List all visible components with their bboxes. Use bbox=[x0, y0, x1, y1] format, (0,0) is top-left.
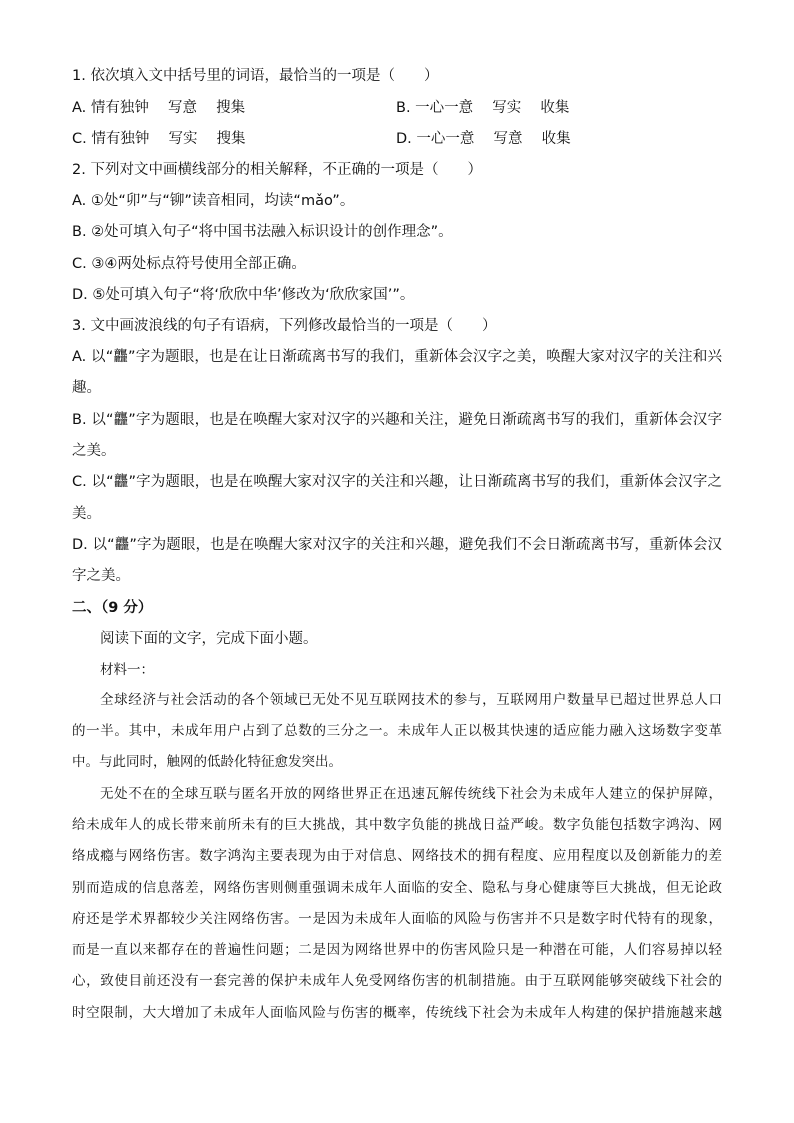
q2-option-a: A. ①处“卯”与“铆”读音相同，均读“mǎo”。 bbox=[72, 193, 355, 209]
q1-option-c: C. 情有独钟 写实 搜集 bbox=[72, 131, 246, 147]
q3-option-c-line-2: 美。 bbox=[72, 506, 101, 522]
para-2-line-6: 而是一直以来都存在的普遍性问题；二是因为网络世界中的伤害风险只是一种潜在可能，人们容易掉以轻 bbox=[72, 942, 722, 958]
q3-option-d-line-1: D. 以“龘”字为题眼，也是在唤醒大家对汉字的关注和兴趣，避免我们不会日渐疏离书写，重新体会汉 bbox=[72, 537, 722, 553]
q2-option-b: B. ②处可填入句子“将中国书法融入标识设计的创作理念”。 bbox=[72, 224, 453, 240]
q1-option-a: A. 情有独钟 写意 搜集 bbox=[72, 100, 246, 116]
para-2-line-3: 络成瘾与网络伤害。数字鸿沟主要表现为由于对信息、网络技术的拥有程度、应用程度以及创新能力的差 bbox=[72, 848, 722, 864]
q3-option-c-line-1: C. 以“龘”字为题眼，也是在唤醒大家对汉字的关注和兴趣，让日渐疏离书写的我们，重新体会汉字之 bbox=[72, 474, 722, 490]
q3-option-a-line-2: 趣。 bbox=[72, 380, 101, 396]
q3-option-b-line-2: 之美。 bbox=[72, 443, 116, 459]
q2-stem: 2. 下列对文中画横线部分的相关解释，不正确的一项是（ ） bbox=[72, 162, 482, 178]
section-2-title: 二、（9 分） bbox=[72, 600, 153, 616]
q2-option-d: D. ⑤处可填入句子“将‘欣欣中华’修改为‘欣欣家国’”。 bbox=[72, 287, 415, 303]
q3-stem: 3. 文中画波浪线的句子有语病，下列修改最恰当的一项是（ ） bbox=[72, 318, 497, 334]
q1-option-b: B. 一心一意 写实 收集 bbox=[396, 100, 570, 116]
section-2-instruction: 阅读下面的文字，完成下面小题。 bbox=[100, 631, 318, 647]
para-1-line-3: 中。与此同时，触网的低龄化特征愈发突出。 bbox=[72, 754, 342, 770]
material-1-label: 材料一： bbox=[100, 662, 154, 678]
q3-option-b-line-1: B. 以“龘”字为题眼，也是在唤醒大家对汉字的兴趣和关注，避免日渐疏离书写的我们，重新体会汉字 bbox=[72, 412, 722, 428]
q1-option-d: D. 一心一意 写意 收集 bbox=[396, 131, 571, 147]
para-2-line-8: 时空限制，大大增加了未成年人面临风险与伤害的概率，传统线下社会为未成年人构建的保护措施越来越 bbox=[72, 1005, 722, 1021]
q1-stem: 1. 依次填入文中括号里的词语，最恰当的一项是（ ） bbox=[72, 68, 439, 84]
para-2-line-5: 府还是学术界都较少关注网络伤害。一是因为未成年人面临的风险与伤害并不只是数字时代特有的现象， bbox=[72, 911, 722, 927]
para-2-line-7: 心，致使目前还没有一套完善的保护未成年人免受网络伤害的机制措施。由于互联网能够突破线下社会的 bbox=[72, 973, 722, 989]
para-2-line-1: 无处不在的全球互联与匿名开放的网络世界正在迅速瓦解传统线下社会为未成年人建立的保护屏障， bbox=[100, 786, 722, 802]
para-1-line-1: 全球经济与社会活动的各个领域已无处不见互联网技术的参与，互联网用户数量早已超过世界总人口 bbox=[100, 692, 722, 708]
q3-option-d-line-2: 字之美。 bbox=[72, 568, 130, 584]
para-1-line-2: 的一半。其中，未成年用户占到了总数的三分之一。未成年人正以极其快速的适应能力融入这场数字变革 bbox=[72, 723, 722, 739]
para-2-line-2: 给未成年人的成长带来前所未有的巨大挑战，其中数字负能的挑战日益严峻。数字负能包括数字鸿沟、网 bbox=[72, 817, 722, 833]
q2-option-c: C. ③④两处标点符号使用全部正确。 bbox=[72, 256, 306, 272]
q3-option-a-line-1: A. 以“龘”字为题眼，也是在让日渐疏离书写的我们，重新体会汉字之美，唤醒大家对汉字的关注和兴 bbox=[72, 349, 722, 365]
para-2-line-4: 别而造成的信息落差，网络伤害则侧重强调未成年人面临的安全、隐私与身心健康等巨大挑战，但无论政 bbox=[72, 880, 722, 896]
